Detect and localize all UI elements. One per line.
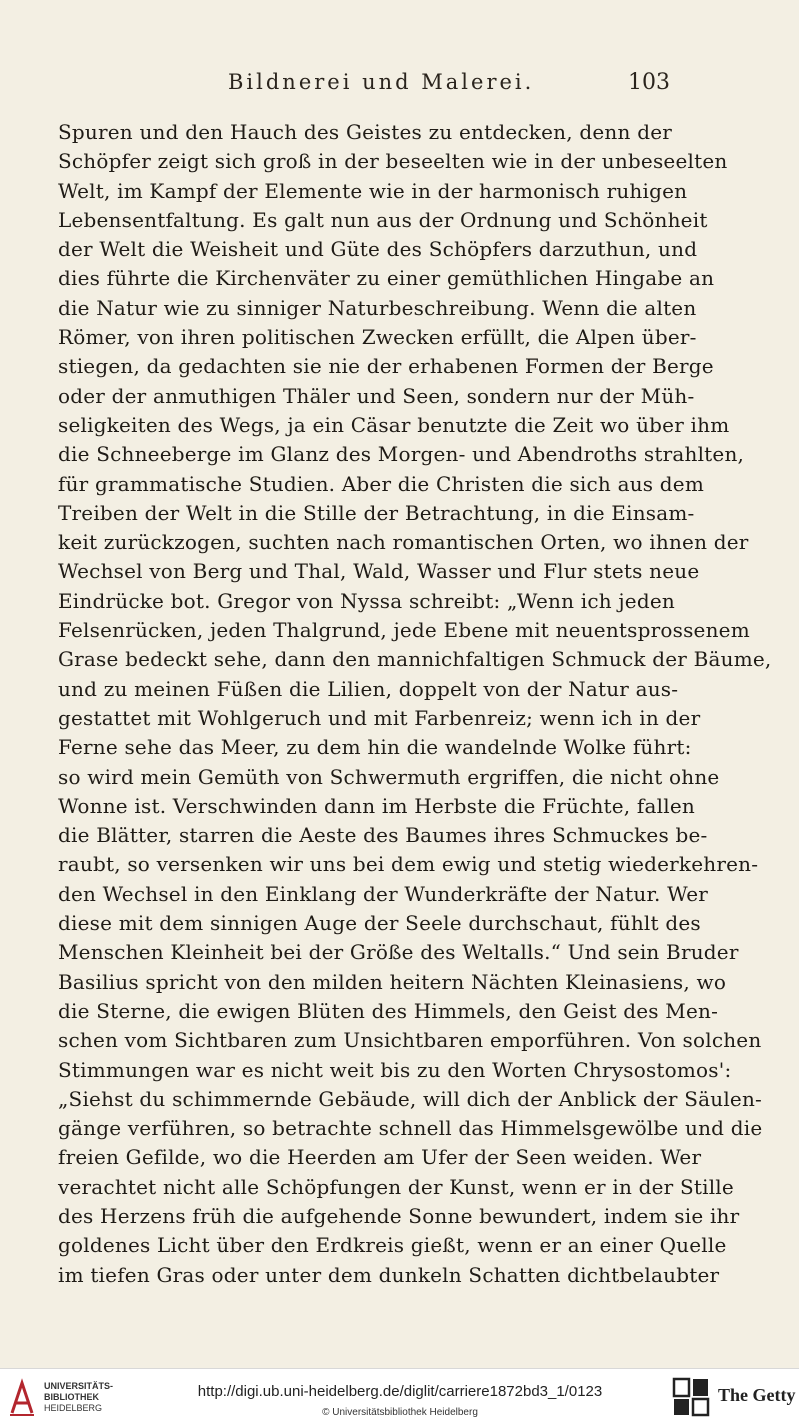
text-line: stiegen, da gedachten sie nie der erhabenen Formen der Berge xyxy=(58,354,714,379)
text-line: Menschen Kleinheit bei der Größe des Weltalls.“ Und sein Bruder xyxy=(58,940,739,965)
text-line: „Siehst du schimmernde Gebäude, will dich der Anblick der Säulen- xyxy=(58,1086,762,1111)
text-line: Felsenrücken, jeden Thalgrund, jede Ebene mit neuentsprossenem xyxy=(58,618,750,643)
body-text xyxy=(58,118,772,1290)
running-title: Bildnerei und Malerei. xyxy=(228,70,535,94)
text-line: den Wechsel in den Einklang der Wunderkräfte der Natur. Wer xyxy=(58,881,709,906)
permalink-url[interactable]: http://digi.ub.uni-heidelberg.de/diglit/carriere1872bd3_1/0123 xyxy=(197,1383,603,1400)
text-line: die Natur wie zu sinniger Naturbeschreibung. Wenn die alten xyxy=(58,295,697,320)
text-line: Wechsel von Berg und Thal, Wald, Wasser und Flur stets neue xyxy=(58,559,700,584)
text-line: seligkeiten des Wegs, ja ein Cäsar benutzte die Zeit wo über ihm xyxy=(58,412,730,437)
text-line: oder der anmuthigen Thäler und Seen, sondern nur der Müh- xyxy=(58,383,695,408)
library-name: UNIVERSITÄTS- BIBLIOTHEK HEIDELBERG xyxy=(44,1381,114,1413)
text-line: für grammatische Studien. Aber die Christen die sich aus dem xyxy=(58,471,704,496)
text-line: Grase bedeckt sehe, dann den mannichfaltigen Schmuck der Bäume, xyxy=(58,647,772,672)
text-line: keit zurückzogen, suchten nach romantischen Orten, wo ihnen der xyxy=(58,530,749,555)
text-line: im tiefen Gras oder unter dem dunkeln Schatten dichtbelaubter xyxy=(58,1262,720,1287)
page-header xyxy=(56,66,670,102)
text-line: diese mit dem sinnigen Auge der Seele durchschaut, fühlt des xyxy=(58,911,701,936)
partner-name: The Getty xyxy=(718,1385,796,1405)
text-line: raubt, so versenken wir uns bei dem ewig und stetig wiederkehren- xyxy=(58,852,759,877)
viewer-footer xyxy=(0,1368,799,1428)
text-line: Basilius spricht von den milden heitern Nächten Kleinasiens, wo xyxy=(58,969,727,994)
text-line: verachtet nicht alle Schöpfungen der Kunst, wenn er in der Stille xyxy=(58,1174,734,1199)
text-line: Treiben der Welt in die Stille der Betrachtung, in die Einsam- xyxy=(58,500,695,525)
text-line: Spuren und den Hauch des Geistes zu entdecken, denn der xyxy=(58,120,672,144)
text-line: Schöpfer zeigt sich groß in der beseelten wie in der unbeseelten xyxy=(58,149,728,174)
text-line: Lebensentfaltung. Es galt nun aus der Ordnung und Schönheit xyxy=(58,207,708,232)
text-line: die Schneeberge im Glanz des Morgen- und Abendroths strahlten, xyxy=(58,442,745,467)
text-line: Stimmungen war es nicht weit bis zu den Worten Chrysostomos': xyxy=(58,1057,732,1082)
text-line: gestattet mit Wohlgeruch und mit Farbenreiz; wenn ich in der xyxy=(58,705,701,730)
text-line: die Blätter, starren die Aeste des Baumes ihres Schmuckes be- xyxy=(58,823,708,848)
page-number: 103 xyxy=(628,70,670,95)
text-line: Welt, im Kampf der Elemente wie in der harmonisch ruhigen xyxy=(58,178,688,203)
text-line: so wird mein Gemüth von Schwermuth ergriffen, die nicht ohne xyxy=(58,764,720,789)
text-line: schen vom Sichtbaren zum Unsichtbaren emporführen. Von solchen xyxy=(58,1028,762,1053)
text-line: des Herzens früh die aufgehende Sonne bewundert, indem sie ihr xyxy=(58,1203,740,1228)
text-line: dies führte die Kirchenväter zu einer gemüthlichen Hingabe an xyxy=(58,266,715,291)
text-line: die Sterne, die ewigen Blüten des Himmels, den Geist des Men- xyxy=(58,998,719,1023)
text-line: Römer, von ihren politischen Zwecken erfüllt, die Alpen über- xyxy=(58,325,697,350)
text-line: Wonne ist. Verschwinden dann im Herbste die Früchte, fallen xyxy=(58,793,695,818)
text-line: gänge verführen, so betrachte schnell das Himmelsgewölbe und die xyxy=(58,1116,763,1141)
text-line: und zu meinen Füßen die Lilien, doppelt von der Natur aus- xyxy=(58,676,679,701)
text-line: Eindrücke bot. Gregor von Nyssa schreibt: „Wenn ich jeden xyxy=(58,588,675,613)
text-line: der Welt die Weisheit und Güte des Schöpfers darzuthun, und xyxy=(58,237,698,262)
text-line: freien Gefilde, wo die Heerden am Ufer der Seen weiden. Wer xyxy=(58,1145,702,1170)
copyright-notice: © Universitätsbibliothek Heidelberg xyxy=(322,1407,478,1418)
heidelberg-library-logo-icon xyxy=(8,1379,36,1417)
getty-logo-icon xyxy=(672,1377,710,1417)
text-line: goldenes Licht über den Erdkreis gießt, wenn er an einer Quelle xyxy=(58,1233,727,1258)
text-line: Ferne sehe das Meer, zu dem hin die wandelnde Wolke führt: xyxy=(58,735,692,760)
